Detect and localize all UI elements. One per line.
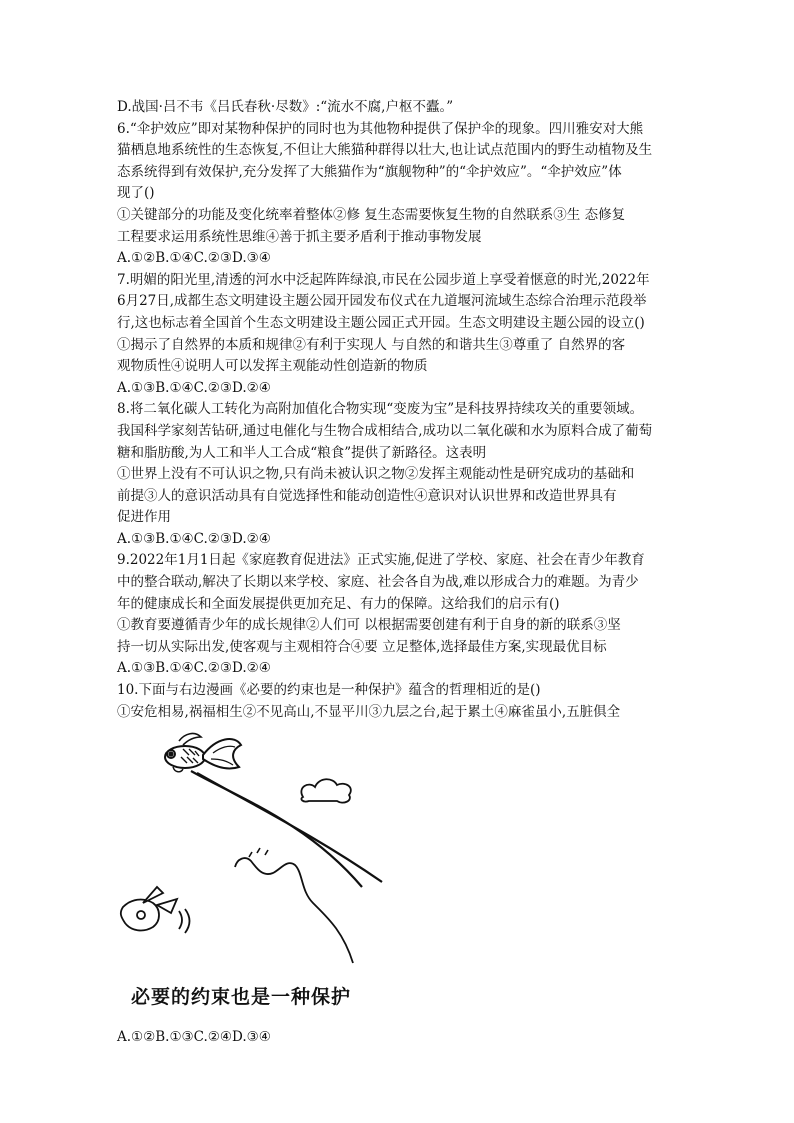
- cartoon-illustration: [117, 727, 487, 977]
- text-line: 工程要求运用系统性思维④善于抓主要矛盾利于推动事物发展: [117, 228, 482, 245]
- cartoon-figure: [117, 727, 487, 1027]
- answer-options-block: [117, 1027, 677, 1049]
- exam-page: [117, 97, 677, 1049]
- text-line: 6.“伞护效应”即对某物种保护的同时也为其他物种提供了保护伞的现象。四川雅安对大熊: [117, 120, 644, 137]
- cloud-icon: [301, 779, 350, 802]
- text-line: A.①③B.①④C.②③D.②④: [117, 660, 271, 677]
- text-line: ①世界上没有不可认识之物,只有尚未被认识之物②发挥主观能动性是研究成功的基础和: [117, 466, 635, 483]
- text-line: ①教育要遵循青少年的成长规律②人们可 以根据需要创建有利于自身的新的联系③坚: [117, 617, 621, 634]
- text-line: 促进作用: [117, 509, 171, 526]
- text-line: 观物质性④说明人可以发挥主观能动性创造新的物质: [117, 358, 428, 375]
- text-line: ①关键部分的功能及变化统率着整体②修 复生态需要恢复生物的自然联系③生 态修复: [117, 206, 626, 223]
- text-line: A.①③B.①④C.②③D.②④: [117, 379, 271, 396]
- kite-string-lines: [191, 771, 382, 887]
- text-line: 前提③人的意识活动具有自觉选择性和能动创造性④意识对认识世界和改造世界具有: [117, 487, 617, 504]
- text-line: 6月27日,成都生态文明建设主题公园开园发布仪式在九道堰河流域生态综合治理示范段举: [117, 293, 647, 310]
- text-line: 糖和脂肪酸,为人工和半人工合成“粮食”提供了新路径。这表明: [117, 444, 487, 461]
- text-line: 猫栖息地系统性的生态恢复,不但让大熊猫种群得以壮大,也让试点范围内的野生动植物及生: [117, 142, 653, 159]
- text-line: A.①②B.①③C.②④D.③④: [117, 1029, 271, 1046]
- text-line: 年的健康成长和全面发展提供更加充足、有力的保障。这给我们的启示有(): [117, 595, 560, 612]
- cartoon-caption: 必要的约束也是一种保护: [131, 986, 352, 1009]
- text-line: A.①③B.①④C.②③D.②④: [117, 530, 271, 547]
- text-line: 行,这也标志着全国首个生态文明建设主题公园正式开园。生态文明建设主题公园的设立(): [117, 314, 645, 331]
- text-line: 态系统得到有效保护,充分发挥了大熊猫作为“旗舰物种”的“伞护效应”。“伞护效应”体: [117, 163, 622, 180]
- text-line: A.①②B.①④C.②③D.③④: [117, 250, 271, 267]
- text-line: 8.将二氧化碳人工转化为高附加值化合物实现“变废为宝”是科技界持续攻关的重要领域。: [117, 401, 644, 418]
- text-line: ①揭示了自然界的本质和规律②有利于实现人 与自然的和谐共生③尊重了 自然界的客: [117, 336, 626, 353]
- question-text-block: [117, 97, 677, 723]
- text-line: 持一切从实际出发,使客观与主观相符合④要 立足整体,选择最佳方案,实现最优目标: [117, 638, 607, 655]
- text-line: 现了(): [117, 185, 155, 202]
- hill-outline: [235, 848, 353, 963]
- fallen-kite-icon: [121, 887, 190, 933]
- text-line: 9.2022年1月1日起《家庭教育促进法》正式实施,促进了学校、家庭、社会在青少年教育: [117, 552, 645, 569]
- fish-kite-icon: [165, 734, 241, 772]
- text-line: ①安危相易,祸福相生②不见高山,不显平川③九层之台,起于累土④麻雀虽小,五脏俱全: [117, 703, 621, 720]
- text-line: D.战国·吕不韦《吕氏春秋·尽数》:“流水不腐,户枢不蠹。”: [117, 99, 454, 115]
- text-line: 7.明媚的阳光里,清透的河水中泛起阵阵绿浪,市民在公园步道上享受着惬意的时光,2022年: [117, 271, 650, 288]
- text-line: 我国科学家刻苦钻研,通过电催化与生物合成相结合,成功以二氧化碳和水为原料合成了葡萄: [117, 422, 653, 439]
- text-line: 中的整合联动,解决了长期以来学校、家庭、社会各自为战,难以形成合力的难题。为青少: [117, 574, 639, 591]
- text-line: 10.下面与右边漫画《必要的约束也是一种保护》蕴含的哲理相近的是(): [117, 682, 541, 699]
